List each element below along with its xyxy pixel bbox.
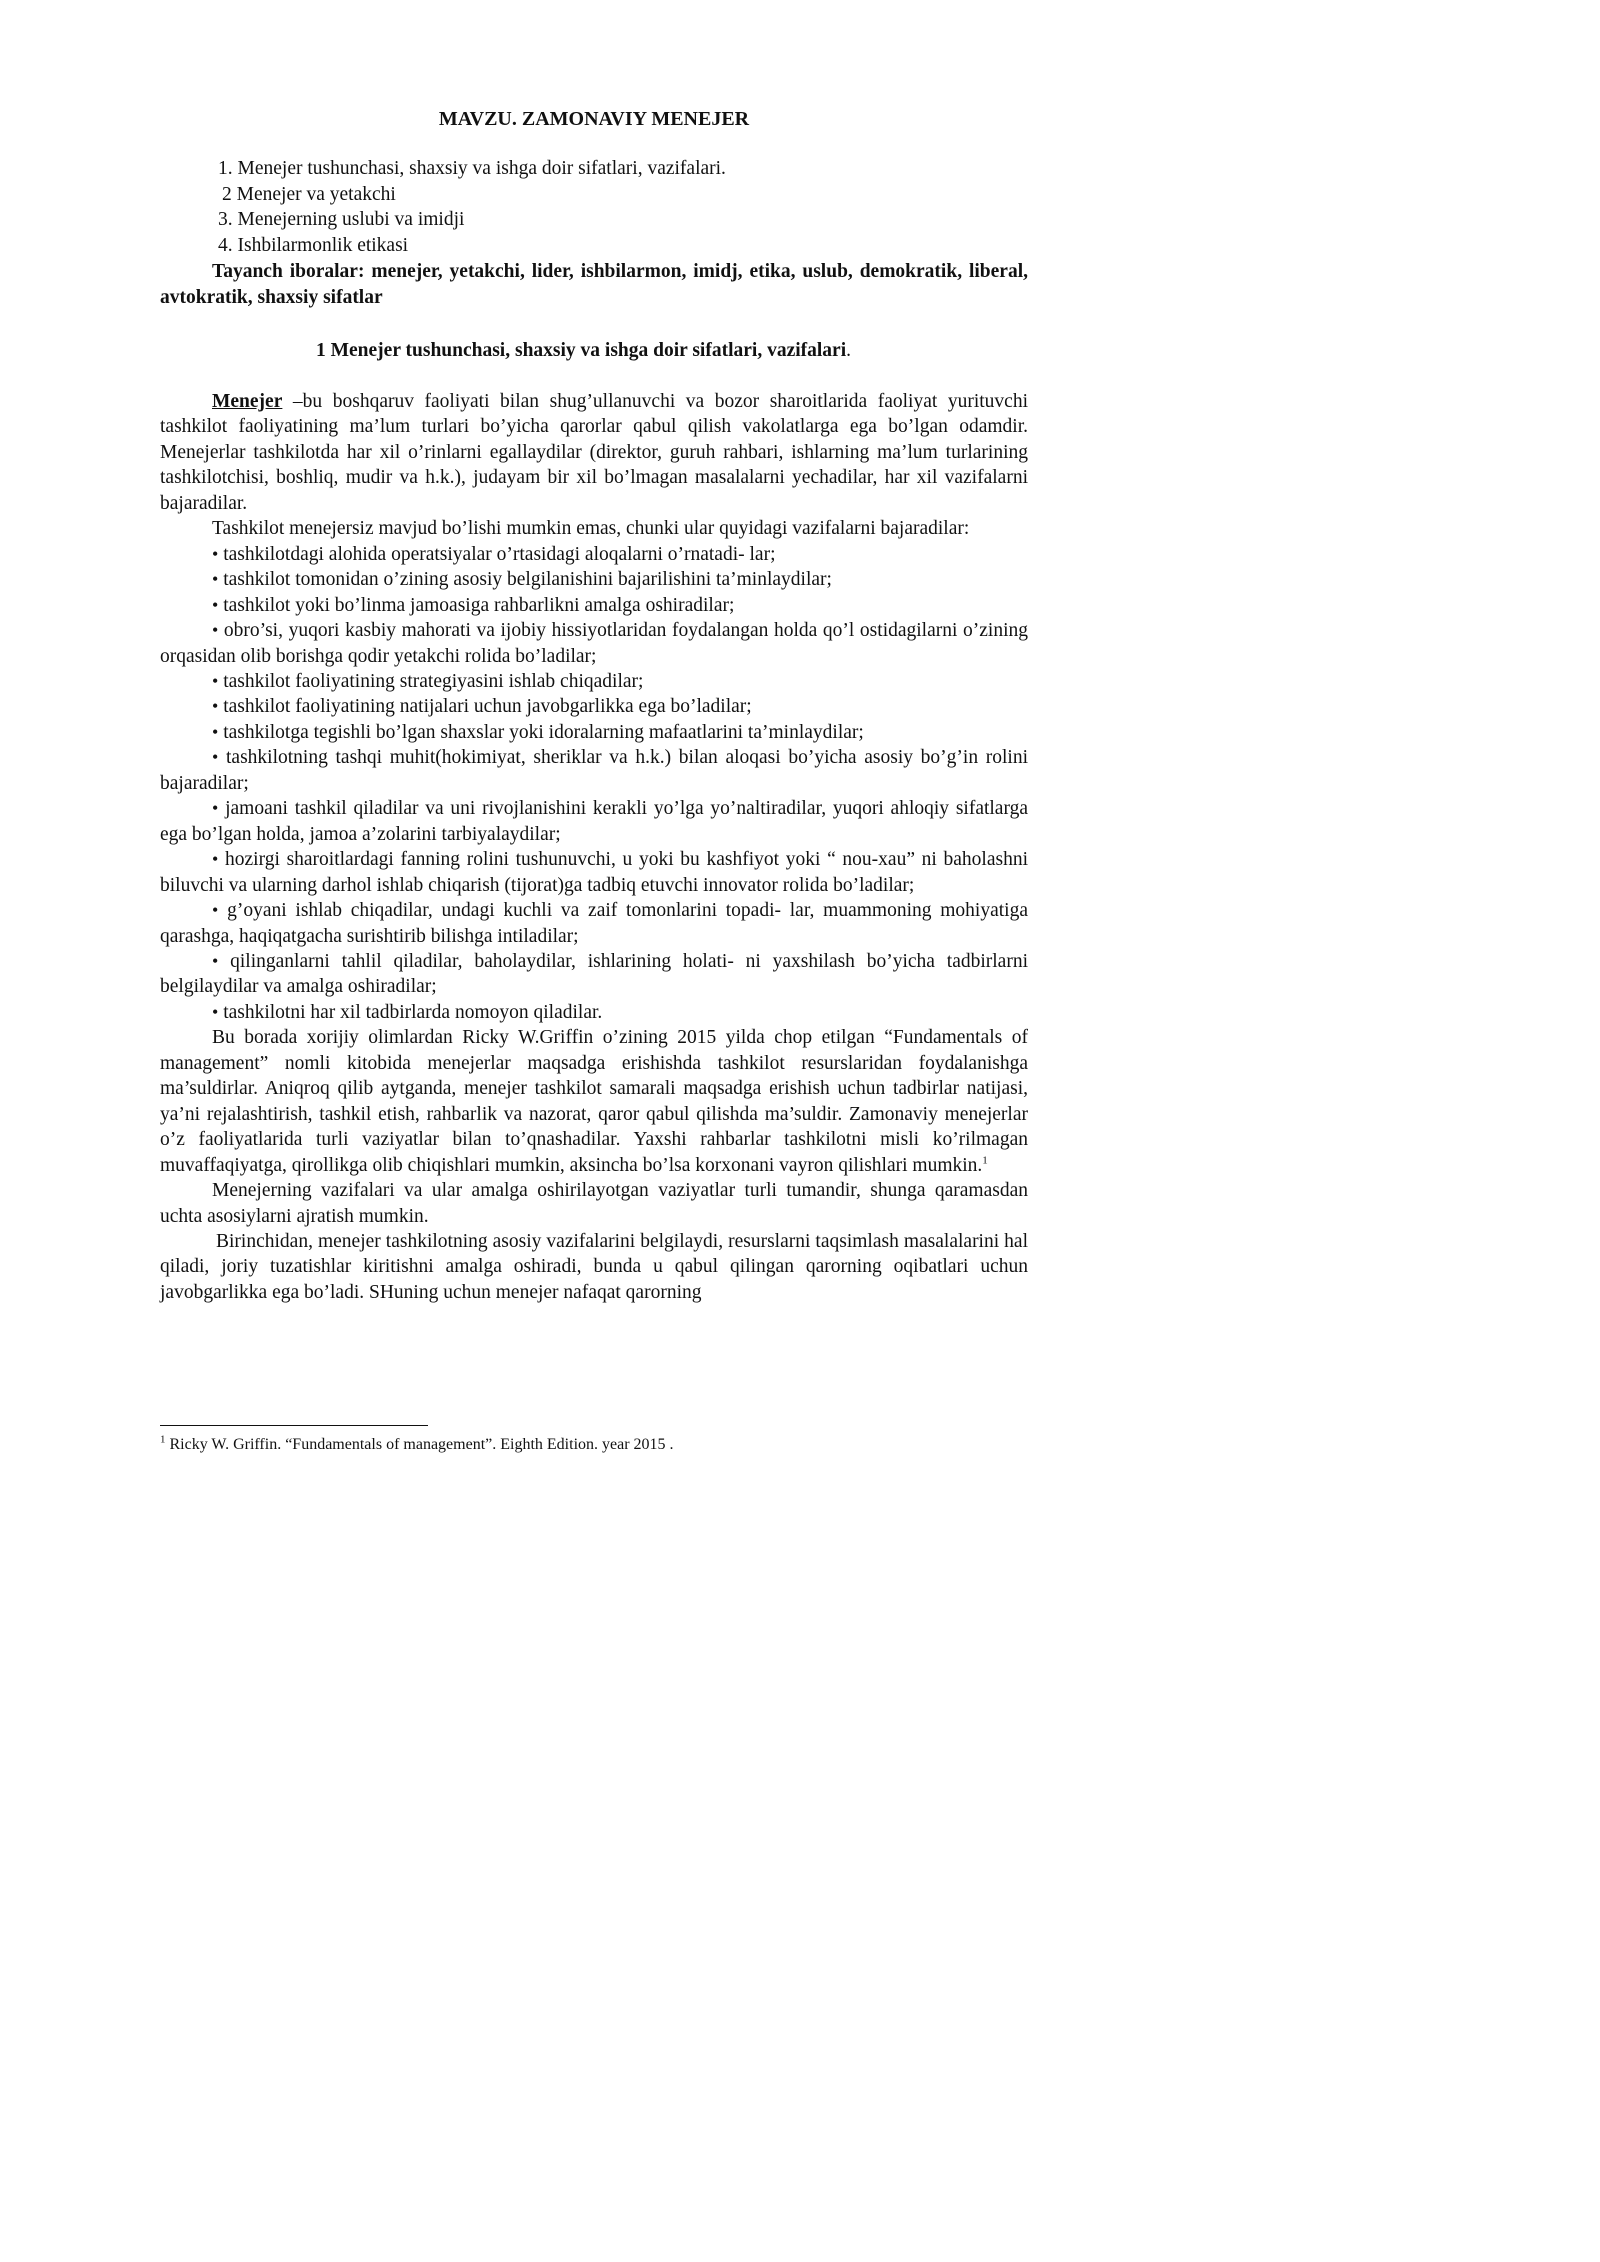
first-task-paragraph: Birinchidan, menejer tashkilotning asosiy vazifalarini belgilaydi, resurslarni taqsimlash masalalarini hal qiladi, joriy tuzatishlar kiritishni amalga oshiradi, bunda u qabul qilingan qarorning oqibatlari uchun javobgarlikka ega bo’ladi. SHuning uchun menejer nafaqat qarorning bbox=[160, 1230, 1028, 1303]
bullet-icon: • bbox=[212, 900, 219, 921]
bullet-text: tashkilot yoki bo’linma jamoasiga rahbarlikni amalga oshiradilar; bbox=[223, 594, 735, 616]
bullet-item bbox=[160, 1000, 1028, 1025]
bullet-item bbox=[160, 898, 1028, 949]
bullet-icon: • bbox=[212, 543, 219, 564]
bullet-text: tashkilotdagi alohida operatsiyalar o’rtasidagi aloqalarni o’rnatadi- lar; bbox=[223, 543, 776, 565]
bullet-text: tashkilotning tashqi muhit(hokimiyat, sheriklar va h.k.) bilan aloqasi bo’yicha asosiy bo’g’in rolini bajaradilar; bbox=[160, 747, 1029, 794]
bullet-icon: • bbox=[212, 696, 219, 717]
duties-bullet-list bbox=[160, 542, 1028, 1026]
bullet-icon: • bbox=[212, 798, 219, 819]
bullet-item bbox=[160, 949, 1028, 1000]
bullet-icon: • bbox=[212, 569, 219, 590]
footnote bbox=[160, 1435, 1028, 1455]
bullet-item bbox=[160, 847, 1028, 898]
defined-term: Menejer bbox=[212, 391, 283, 412]
tasks-paragraph: Menejerning vazifalari va ular amalga oshirilayotgan vaziyatlar turli tumandir, shunga qaramasdan uchta asosiylarni ajratish mumkin. bbox=[160, 1180, 1028, 1227]
plan-item: 3. Menejerning uslubi va imidji bbox=[218, 209, 465, 230]
bullet-text: tashkilot faoliyatining strategiyasini ishlab chiqadilar; bbox=[223, 670, 644, 692]
bullet-icon: • bbox=[212, 950, 219, 971]
section-heading-period: . bbox=[846, 340, 852, 361]
section-heading-text: 1 Menejer tushunchasi, shaxsiy va ishga doir sifatlari, vazifalari bbox=[316, 340, 847, 361]
bullet-text: tashkilotni har xil tadbirlarda nomoyon qiladilar. bbox=[223, 1001, 603, 1023]
section-heading bbox=[316, 338, 1016, 364]
intro-paragraph: Tashkilot menejersiz mavjud bo’lishi mumkin emas, chunki ular quyidagi vazifalarni bajaradilar: bbox=[212, 518, 970, 540]
bullet-item bbox=[160, 720, 1028, 745]
definition-paragraph bbox=[160, 389, 1028, 516]
bullet-icon: • bbox=[212, 849, 219, 870]
document-page bbox=[0, 0, 1104, 1560]
bullet-text: tashkilot tomonidan o’zining asosiy belgilanishini bajarilishini ta’minlaydilar; bbox=[223, 569, 832, 591]
bullet-icon: • bbox=[212, 594, 219, 615]
bullet-item bbox=[160, 593, 1028, 618]
bullet-icon: • bbox=[212, 1001, 219, 1022]
topic-plan-list bbox=[218, 156, 1018, 258]
page-title: MAVZU. ZAMONAVIY MENEJER bbox=[438, 108, 750, 130]
plan-item: 4. Ishbilarmonlik etikasi bbox=[218, 234, 409, 256]
bullet-text: tashkilot faoliyatining natijalari uchun javobgarlikka ega bo’ladilar; bbox=[223, 696, 752, 718]
plan-item: 2 Menejer va yetakchi bbox=[222, 183, 396, 205]
bullet-item bbox=[160, 618, 1028, 669]
bullet-text: qilinganlarni tahlil qiladilar, baholaydilar, ishlarining holati- ni yaxshilash bo’yicha tadbirlarni belgilaydilar va amalga oshiradilar; bbox=[160, 950, 1028, 998]
bullet-item bbox=[160, 694, 1028, 719]
definition-text: –bu boshqaruv faoliyati bilan shug’ullanuvchi va bozor sharoitlarida faoliyat yurituvchi tashkilot faoliyatining ma’lum turlari bo’yicha qarorlar qabul qilish vakolatlarga ega bo’lgan odamdir. Menejerlar tashkilotda har xil o’rinlarni egallaydilar (direktor, guruh rahbari, ishlarning ma’lum turlarining tashkilotchisi, boshliq, mudir va h.k.), judayam bir xil bo’lmagan masalalarni yechadilar, har xil vazifalarni bajaradilar. bbox=[160, 391, 1028, 514]
griffin-paragraph bbox=[160, 1025, 1028, 1178]
griffin-text: Bu borada xorijiy olimlardan Ricky W.Griffin o’zining 2015 yilda chop etilgan “Fundamentals of management” nomli kitobida menejerlar maqsadga erishishda tashkilot resurslaridan foydalanishga ma’suldirlar. Aniqroq qilib aytganda, menejer tashkilot samarali maqsadga erishish uchun tadbirlar natijasi, ya’ni rejalashtirish, tashkil etish, rahbarlik va nazorat, qaror qabul qilishda ma’suldir. Zamonaviy menejerlar o’z faoliyatlarida turli vaziyatlar bilan to’qnashadilar. Yaxshi rahbarlar tashkilotni misli ko’rilmagan muvaffaqiyatga, qirollikga olib chiqishlari mumkin, aksincha bo’lsa korxonani vayron qilishlari mumkin. bbox=[160, 1027, 1028, 1176]
footnote-text: Ricky W. Griffin. “Fundamentals of management”. Eighth Edition. year 2015 . bbox=[165, 1436, 674, 1453]
keywords-paragraph: Tayanch iboralar: menejer, yetakchi, lider, ishbilarmon, imidj, etika, uslub, demokratik, liberal, avtokratik, shaxsiy sifatlar bbox=[160, 261, 1028, 308]
bullet-item bbox=[160, 745, 1028, 796]
footnote-separator bbox=[160, 1425, 428, 1426]
bullet-text: obro’si, yuqori kasbiy mahorati va ijobiy hissiyotlaridan foydalangan holda qo’l ostidagilarni o’zining orqasidan olib borishga qodir yetakchi rolida bo’ladilar; bbox=[160, 620, 1029, 667]
bullet-item bbox=[160, 669, 1028, 694]
bullet-text: g’oyani ishlab chiqadilar, undagi kuchli va zaif tomonlarini topadi- lar, muammoning mohiyatiga qarashga, haqiqatgacha surishtirib bilishga intiladilar; bbox=[160, 900, 1028, 947]
bullet-item bbox=[160, 567, 1028, 592]
footnote-reference[interactable]: 1 bbox=[982, 1154, 988, 1167]
bullet-item bbox=[160, 542, 1028, 567]
body-text bbox=[160, 389, 1028, 1305]
bullet-text: hozirgi sharoitlardagi fanning rolini tushunuvchi, u yoki bu kashfiyot yoki “ nou-xau” ni baholashni biluvchi va ularning darhol ishlab chiqarish (tijorat)ga tadbiq etuvchi innovator rolida bo’ladilar; bbox=[160, 849, 1028, 896]
bullet-text: jamoani tashkil qiladilar va uni rivojlanishini kerakli yo’lga yo’naltiradilar, yuqori ahloqiy sifatlarga ega bo’lgan holda, jamoa a’zolarini tarbiyalaydilar; bbox=[160, 798, 1029, 845]
bullet-icon: • bbox=[212, 620, 219, 641]
bullet-icon: • bbox=[212, 670, 219, 691]
footnote-mark: 1 bbox=[160, 1433, 166, 1446]
bullet-item bbox=[160, 796, 1028, 847]
bullet-icon: • bbox=[212, 747, 219, 768]
bullet-text: tashkilotga tegishli bo’lgan shaxslar yoki idoralarning mafaatlarini ta’minlaydilar; bbox=[223, 721, 864, 743]
plan-item: 1. Menejer tushunchasi, shaxsiy va ishga doir sifatlari, vazifalari. bbox=[218, 158, 726, 179]
bullet-icon: • bbox=[212, 721, 219, 742]
